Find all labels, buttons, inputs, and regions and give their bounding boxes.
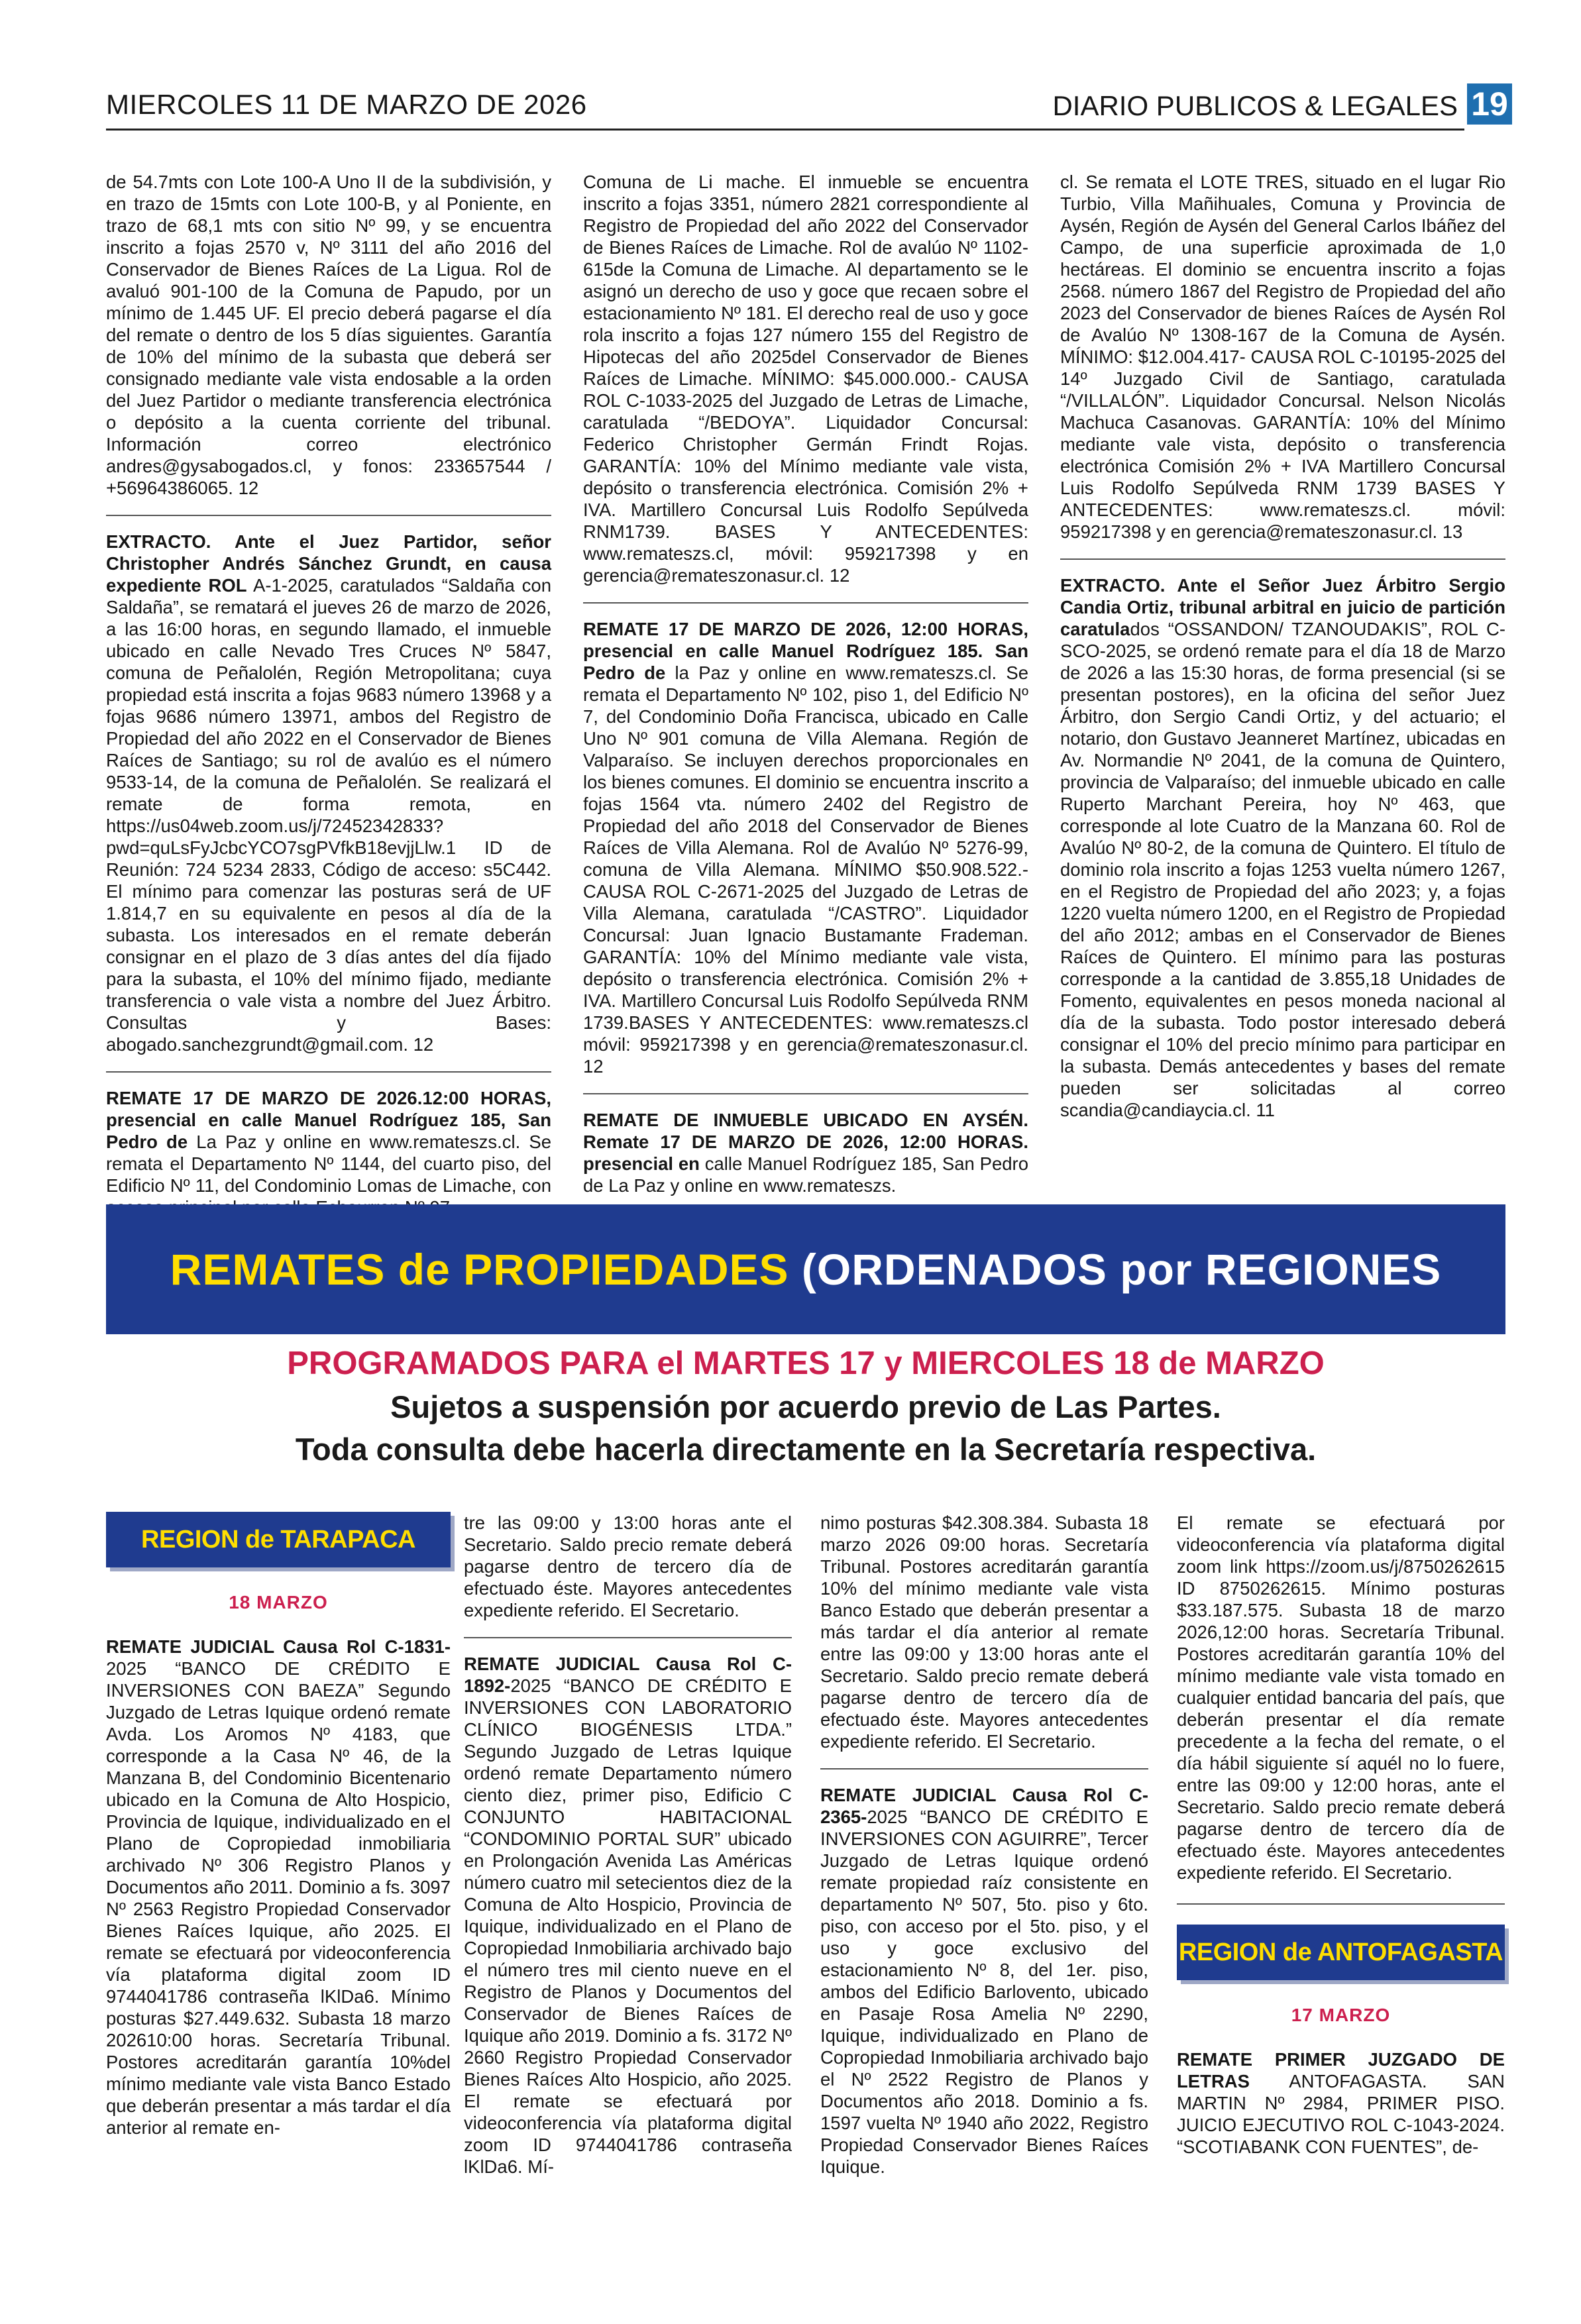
issue-date: MIERCOLES 11 DE MARZO DE 2026 [106, 89, 587, 120]
notice-paragraph: REMATE DE INMUEBLE UBICADO EN AYSÉN. Remate 17 DE MARZO DE 2026, 12:00 HORAS. presencial en calle Manuel Rodríguez 185, San Pedro de La Paz y online en www.remateszs. [583, 1110, 1028, 1196]
region-heading-tarapaca: REGION de TARAPACA [106, 1512, 451, 1567]
publication-name: DIARIO PUBLICOS & LEGALES [1052, 90, 1458, 121]
notice-paragraph: REMATE JUDICIAL Causa Rol C-1831-2025 “BANCO DE CRÉDITO E INVERSIONES CON BAEZA” Segundo Juzgado de Letras Iquique ordenó remate Avda. Los Aromos Nº 4183, que corresponde a la Casa Nº 46, de la Manzana B, del Condominio Bicentenario ubicado en la Comuna de Alto Hospicio, Provincia de Iquique, individualizado en el Plano de Copropiedad inmobiliaria archivado Nº 306 Registro Planos y Documentos año 2011. Dominio a fs. 3097 Nº 2563 Registro Propiedad Conservador Bienes Raíces Iquique, año 2025. El remate se efectuará por videoconferencia vía plataforma digital zoom ID 9744041786 contraseña lKlDa6. Mínimo posturas $27.449.632. Subasta 18 marzo 202610:00 horas. Secretaría Tribunal. Postores acreditarán garantía 10%del mínimo mediante vale vista Banco Estado que deberán presentar a más tardar el día anterior al remate en- [106, 1636, 451, 2138]
notice-paragraph: REMATE JUDICIAL Causa Rol C-2365-2025 “BANCO DE CRÉDITO E INVERSIONES CON AGUIRRE”, Tercer Juzgado de Letras Iquique ordenó remate propiedad raíz consistente en departamento Nº 507, 5to. piso y 6to. piso, con acceso por el 5to. piso, y el uso y goce exclusivo del estacionamiento Nº 8, del 1er. piso, ambos del Edificio Barlovento, ubicado en Pasaje Rosa Amelia Nº 2290, Iquique, individualizado en Plano de Copropiedad Inmobiliaria archivado bajo el Nº 2522 Registro de Planos y Documentos año 2018. Dominio a fs. 1597 vuelta Nº 1940 año 2022, Registro Propiedad Conservador Bienes Raíces Iquique. [820, 1785, 1148, 2177]
lower-column-1 [106, 1512, 451, 2139]
lower-column-2 [464, 1512, 792, 2178]
notice-divider [1060, 558, 1505, 560]
notice-paragraph: EXTRACTO. Ante el Juez Partidor, señor Christopher Andrés Sánchez Grundt, en causa expediente ROL A-1-2025, caratulados “Saldaña con Saldaña”, se rematará el jueves 26 de marzo de 2026, a las 16:00 horas, en segundo llamado, el inmueble ubicado en calle Nevado Tres Cruces Nº 5847, comuna de Peñalolén, Región Metropolitana; cuya propiedad está inscrita a fojas 9683 número 13968 y a fojas 9686 número 13971, ambos del Registro de Propiedad del año 2022 en el Conservador de Bienes Raíces de Santiago; su rol de avalúo es el número 9533-14, de la comuna de Peñalolén. Se realizará el remate de forma remota, en https://us04web.zoom.us/j/72452342833?pwd=quLsFyJcbcYCO7sgPVfkB18evjjLlw.1 ID de Reunión: 724 5234 2833, Código de acceso: s5C442. El mínimo para comenzar las posturas será de UF 1.814,7 en su equivalente en pesos al día de la subasta. Los interesados en el remate deberán consignar en el plazo de 3 días antes del día fijado para la subasta, el 10% del mínimo fijado, mediante transferencia o vale vista a nombre del Juez Árbitro. Consultas y Bases: abogado.sanchezgrundt@gmail.com. 12 [106, 531, 552, 1055]
notice-divider [106, 515, 551, 516]
lower-column-4 [1177, 1512, 1505, 2158]
notice-paragraph: cl. Se remata el LOTE TRES, situado en el lugar Rio Turbio, Villa Mañihuales, Comuna y Provincia de Aysén, Región de Aysén del General Carlos Ibáñez del Campo, de una superficie aproximada de 1,0 hectáreas. El dominio se encuentra inscrito a fojas 2568. número 1867 del Registro de Propiedad del año 2023 del Conservador de bienes Raíces de Aysén Rol de Avalúo Nº 1308-167 de la Comuna de Aysén. MÍNIMO: $12.004.417- CAUSA ROL C-10195-2025 del 14º Juzgado Civil de Santiago, caratulada “/VILLALÓN”. Liquidador Concursal. Nelson Nicolás Machuca Casanovas. GARANTÍA: 10% del Mínimo mediante vale vista, depósito o transferencia electrónica Comisión 2% + IVA Martillero Concursal Luis Rodolfo Sepúlveda RNM 1739 BASES Y ANTECEDENTES: www.remateszs.cl. móvil: 959217398 y en gerencia@remateszonasur.cl. 13 [1060, 172, 1505, 542]
page-number-badge: 19 [1467, 83, 1512, 125]
top-column-3 [1060, 171, 1505, 1121]
notice-divider [106, 1071, 551, 1073]
notice-divider [583, 602, 1028, 604]
notice-divider [583, 1093, 1028, 1094]
notice-paragraph: de 54.7mts con Lote 100-A Uno II de la subdivisión, y en trazo de 15mts con Lote 100-B, y al Poniente, en trazo de 68,1 mts con sitio Nº 99, y se encuentra inscrito a fojas 2570 v, Nº 3111 del año 2016 del Conservador de Bienes Raíces de La Ligua. Rol de avaluó 901-100 de la Comuna de Papudo, por un mínimo de 1.445 UF. El precio deberá pagarse el día del remate o dentro de los 5 días siguientes. Garantía de 10% del mínimo de la subasta que deberá ser consignado mediante vale vista endosable a la orden del Juez Partidor o mediante transferencia electrónica o depósito a la cuenta corriente del tribunal. Información correo electrónico andres@gysabogados.cl, y fonos: 233657544 / +56964386065. 12 [106, 172, 551, 498]
region-date-label: 18 MARZO [229, 1592, 328, 1612]
notice-paragraph: REMATE 17 DE MARZO DE 2026.12:00 HORAS, presencial en calle Manuel Rodríguez 185, San Pedro de La Paz y online en www.remateszs.cl. Se remata el Departamento Nº 1144, del cuarto piso, del Edificio Nº 11, del Condominio Lomas de Limache, con [106, 1088, 552, 1196]
header-rule [106, 129, 1464, 131]
notice-paragraph: nimo posturas $42.308.384. Subasta 18 marzo 2026 09:00 horas. Secretaría Tribunal. Postores acreditarán garantía 10% del mínimo mediante vale vista Banco Estado que deberán presentar a más tardar el día anterior al remate entre las 09:00 y 13:00 horas ante el Secretario. Saldo precio remate deberá pagarse dentro de tercero día de efectuado éste. Mayores antecedentes expediente referido. El Secretario. [820, 1512, 1148, 1752]
notice-paragraph: REMATE 17 DE MARZO DE 2026, 12:00 HORAS, presencial en calle Manuel Rodríguez 185. San Pedro de la Paz y online en www.remateszs.cl. Se remata el Departamento Nº 102, piso 1, del Edificio Nº 7, del Condominio Doña Francisca, ubicado en Calle Uno Nº 901 comuna de Villa Alemana. Región de Valparaíso. Se incluyen derechos proporcionales en los bienes comunes. El dominio se encuentra inscrito a fojas 1564 vta. número 2402 del Registro de Propiedad del año 2018 del Conservador de Bienes Raíces de Villa Alemana. Rol de Avalúo Nº 5276-99, comuna de Villa Alemana. MÍNIMO $50.908.522.- CAUSA ROL C-2671-2025 del Juzgado de Letras de Villa Alemana, caratulada “/CASTRO”. Liquidador Concursal: Juan Ignacio Bustamante Frademan. GARANTÍA: 10% del Mínimo mediante vale vista, depósito o transferencia electrónica. Comisión 2% + IVA. Martillero Concursal Luis Rodolfo Sepúlveda RNM 1739.BASES Y ANTECEDENTES: www.remateszs.cl móvil: 959217398 y en gerencia@remateszonasur.cl. 12 [583, 619, 1028, 1077]
notice-paragraph: EXTRACTO. Ante el Señor Juez Árbitro Sergio Candia Ortiz, tribunal arbitral en juicio de partición caratulados “OSSANDON/ TZANOUDAKIS”, ROL C-SCO-2025, se ordenó remate para el día 18 de Marzo de 2026 a las 15:30 horas, de forma presencial (si se presentan postores), en la oficina del señor Juez Árbitro, don Sergio Candi Ortiz, y del actuario; el notario, don Gustavo Jeanneret Martínez, ubicadas en Av. Normandie Nº 2041, de la comuna de Quintero, provincia de Valparaíso; del inmueble ubicado en calle Ruperto Marchant Pereira, hoy Nº 463, que corresponde al lote Cuatro de la Manzana 60. Rol de Avalúo Nº 80-2, de la comuna de Quintero. El título de dominio rola inscrito a fojas 1253 vuelta número 1267, en el Registro de Propiedad del año 2023; y, a fojas 1220 vuelta número 1200, en el Registro de Propiedad del año 2012; ambas en el Conservador de Bienes Raíces de Quintero. El mínimo para las posturas corresponde a la cantidad de 3.855,18 Unidades de Fomento, equivalentes en pesos moneda nacional al día de la subasta. Todo postor interesado deberá consignar el 10% del precio mínimo para participar en la subasta. Demás antecedentes y bases del remate pueden ser solicitadas al correo scandia@candiaycia.cl. 11 [1060, 575, 1505, 1120]
top-column-2 [583, 171, 1028, 1196]
notice-paragraph: El remate se efectuará por videoconferencia vía plataforma digital zoom link https://zoom.us/j/8750262615 ID 8750262615. Mínimo posturas $33.187.575. Subasta 18 de marzo 2026,12:00 horas. Secretaría Tribunal. Postores acreditarán garantía 10% del mínimo mediante vale vista tomado en cualquier entidad bancaria del país, que deberán presentar el día remate precedente a la fecha del remate, o el día hábil siguiente sí aquél no lo fuere, entre las 09:00 y 12:00 horas, ante el Secretario. Saldo precio remate deberá pagarse dentro de tercero día de efectuado éste. Mayores antecedentes expediente referido. El Secretario. [1177, 1512, 1505, 1883]
notice-divider [464, 1637, 792, 1638]
notice-paragraph: tre las 09:00 y 13:00 horas ante el Secretario. Saldo precio remate deberá pagarse dentro de tercero día de efectuado éste. Mayores antecedentes expediente referido. El Secretario. [464, 1512, 792, 1620]
region-date-label: 17 MARZO [1291, 2005, 1391, 2025]
notice-paragraph: REMATE PRIMER JUZGADO DE LETRAS ANTOFAGASTA. SAN MARTIN Nº 2984, PRIMER PISO. JUICIO EJECUTIVO ROL C-1043-2024. “SCOTIABANK CON FUENTES”, de- [1177, 2049, 1505, 2157]
suspension-note: Sujetos a suspensión por acuerdo previo de Las Partes. [390, 1389, 1221, 1424]
page-header [106, 83, 1512, 126]
section-banner [106, 1204, 1505, 1334]
banner-title: REMATES de PROPIEDADES (ORDENADOS por REGIONES [170, 1245, 1442, 1294]
notice-divider [820, 1768, 1148, 1769]
notice-paragraph: Comuna de Li mache. El inmueble se encuentra inscrito a fojas 3351, número 2821 correspondiente al Registro de Propiedad del año 2022 del Conservador de Bienes Raíces de Limache. Rol de avalúo Nº 1102-615de la Comuna de Limache. Al departamento se le asignó un derecho de uso y goce que recaen sobre el estacionamiento Nº 181. El derecho real de uso y goce rola inscrito a fojas 127 número 155 del Registro de Hipotecas del año 2025del Conservador de Bienes Raíces de Limache. MÍNIMO: $45.000.000.- CAUSA ROL C-1033-2025 del Juzgado de Letras de Limache, caratulada “/BEDOYA”. Liquidador Concursal: Federico Christopher Germán Frindt Rojas. GARANTÍA: 10% del Mínimo mediante vale vista, depósito o transferencia electrónica. Comisión 2% + IVA. Martillero Concursal Luis Rodolfo Sepúlveda RNM1739. BASES Y ANTECEDENTES: www.remateszs.cl, móvil: 959217398 y en gerencia@remateszonasur.cl. 12 [583, 172, 1028, 586]
top-column-1 [106, 171, 551, 1218]
notice-paragraph: REMATE JUDICIAL Causa Rol C-1892-2025 “BANCO DE CRÉDITO E INVERSIONES CON LABORATORIO CLÍNICO BIOGÉNESIS LTDA.” Segundo Juzgado de Letras Iquique ordenó remate Departamento número ciento diez, primer piso, Edificio C CONJUNTO HABITACIONAL “CONDOMINIO PORTAL SUR” ubicado en Prolongación Avenida Las Américas número cuatro mil setecientos diez de la Comuna de Alto Hospicio, Provincia de Iquique, individualizado en el Plano de Copropiedad Inmobiliaria archivado bajo el número tres mil ciento nueve en el Registro de Planos y Documentos del Conservador de Bienes Raíces de Iquique año 2019. Dominio a fs. 3172 Nº 2660 Registro Propiedad Conservador Bienes Raíces Alto Hospicio, año 2025. El remate se efectuará por videoconferencia vía plataforma digital zoom ID 9744041786 contraseña lKlDa6. Mí- [464, 1654, 792, 2177]
lower-column-3 [820, 1512, 1148, 2178]
schedule-subtitle: PROGRAMADOS PARA el MARTES 17 y MIERCOLES 18 de MARZO [287, 1346, 1325, 1381]
inquiry-note: Toda consulta debe hacerla directamente en la Secretaría respectiva. [295, 1432, 1317, 1467]
region-heading-antofagasta: REGION de ANTOFAGASTA [1177, 1925, 1505, 1980]
